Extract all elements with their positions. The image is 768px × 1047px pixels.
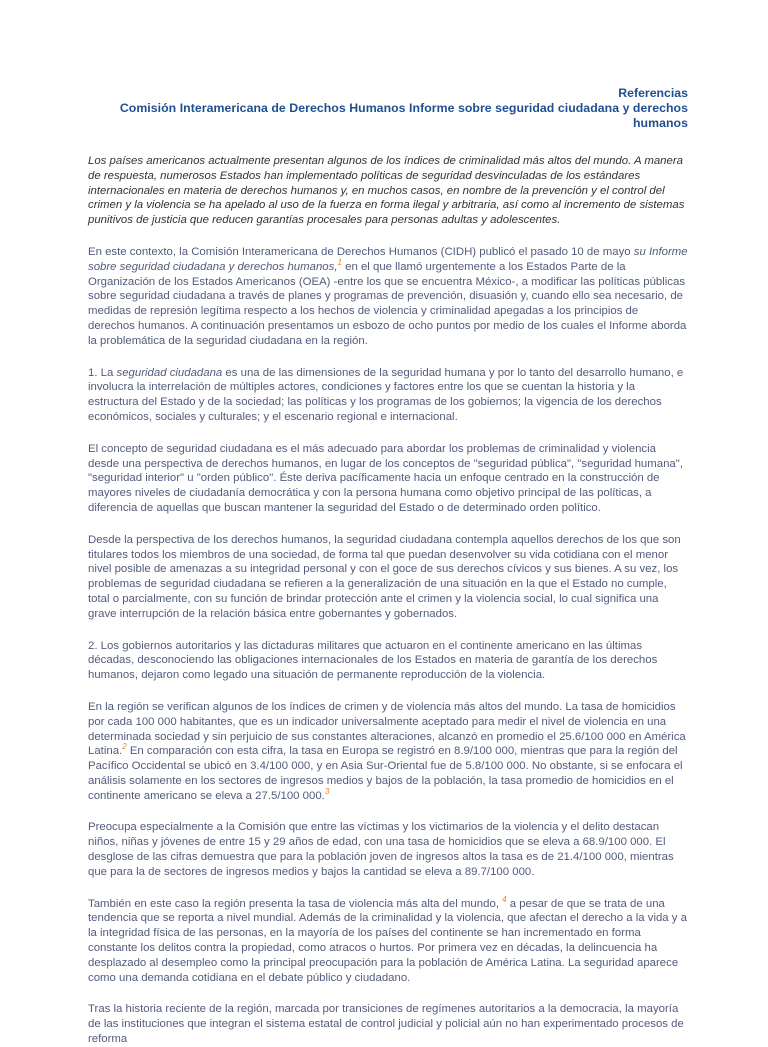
paragraph-concept: El concepto de seguridad ciudadana es el más adecuado para abordar los problemas de criminalidad y violencia desde una perspectiva de derechos humanos, en lugar de los conceptos de "seguridad pública", "seguridad humana", "seguridad interior" u "orden público". Éste deriva pacíficamente hacia un enfoque centrado en la construcción de mayores niveles de ciudadanía democrática y con la persona humana como objetivo principal de las políticas, a diferencia de aquellas que buscan mantener la seguridad del Estado o de determinado orden político. (88, 442, 683, 514)
footnote-ref-2[interactable]: 2 (122, 742, 127, 752)
text: En la región se verifican algunos de los índices de crimen y de violencia más altos del mundo. La tasa de homicidios por cada 100 000 habitantes, que es un indicador universalmente aceptado para medir el nivel de violencia en una determinada sociedad y sin perjuicio de sus constantes alteraciones, alcanzó en promedio el 25.6/100 000 en América Latina. (88, 700, 686, 758)
term-emphasis: seguridad ciudadana (116, 366, 223, 379)
footnote-ref-3[interactable]: 3 (324, 786, 330, 796)
paragraph-context (88, 245, 688, 349)
footnote-ref-1[interactable]: 1 (337, 257, 342, 267)
text: También en este caso la región presenta la tasa de violencia más alta del mundo, (88, 897, 503, 910)
text: En comparación con esta cifra, la tasa en Europa se registró en 8.9/100 000, mientras que para la región del Pacífico Occidental se ubicó en 3.4/100 000, y en Asia Sur-Oriental fue de 5.8/100 000. No obstante, si se enfocara el análisis solamente en los sectores de ingresos medios y bajos de la población, la tasa promedio de homicidios en el continente americano se eleva a 27.5/100 000. (88, 745, 683, 802)
report-title-emphasis: su Informe sobre seguridad ciudadana y derechos humanos, (88, 245, 688, 273)
text: 1. La (88, 366, 117, 379)
text: a pesar de que se trata de una tendencia que se reporta a nivel mundial. Además de la criminalidad y la violencia, que afectan el derecho a la vida y a la integridad física de las personas, en la mayoría de los países del continente se han incrementado en forma constante los delitos contra la propiedad, como atracos o hurtos. Por primera vez en décadas, la delincuencia ha desplazado al desempleo como la principal preocupación para la población de América Latina. La seguridad aparece como una demanda cotidiana en el debate público y ciudadano. (88, 897, 688, 984)
document-title: Comisión Interamericana de Derechos Humanos Informe sobre seguridad ciudadana y derechos humanos (119, 101, 688, 130)
section-label: Referencias (618, 86, 688, 100)
text: en el que llamó urgentemente a los Estados Parte de la Organización de los Estados Americanos (OEA) -entre los que se encuentra México-, a modificar las políticas públicas sobre seguridad ciudadana a través de planes y programas de prevención, disuasión y, cuando ello sea necesario, de medidas de represión legítima respecto a los hechos de violencia y criminalidad apegadas a los principios de derechos humanos. A continuación presentamos un esbozo de ocho puntos por medio de los cuales el Informe aborda la problemática de la seguridad ciudadana en la región. (88, 260, 687, 347)
document-page (88, 86, 688, 1047)
footnote-ref-4[interactable]: 4 (502, 894, 507, 904)
paragraph-violence-rate (88, 894, 688, 986)
paragraph-homicide-rates (88, 700, 688, 804)
paragraph-youth: Preocupa especialmente a la Comisión que entre las víctimas y los victimarios de la violencia y el delito destacan niños, niñas y jóvenes de entre 15 y 29 años de edad, con una tasa de homicidios que se eleva a 68.9/100 000. El desglose de las cifras demuestra que para la población joven de ingresos altos la tasa es de 21.4/100 000, mientras que para la de sectores de ingresos medios y bajos la cantidad se eleva a 89.7/100 000. (88, 821, 674, 878)
paragraph-human-rights: Desde la perspectiva de los derechos humanos, la seguridad ciudadana contempla aquellos derechos de los que son titulares todos los miembros de una sociedad, de forma tal que puedan desenvolver su vida cotidiana con el menor nivel posible de amenazas a su integridad personal y con el goce de sus derechos cívicos y sus bienes. A su vez, los problemas de seguridad ciudadana se refieren a la generalización de una situación en la que el Estado no cumple, total o parcialmente, con su función de brindar protección ante el crimen y la violencia social, lo cual significa una grave interrupción de la relación básica entre gobernantes y gobernados. (88, 533, 681, 620)
text: es una de las dimensiones de la seguridad humana y por lo tanto del desarrollo humano, e involucra la interrelación de múltiples actores, condiciones y factores entre los que se cuentan la historia y la estructura del Estado y de la sociedad; las políticas y los programas de los gobiernos; la vigencia de los derechos económicos, sociales y culturales; y el escenario regional e internacional. (88, 366, 684, 423)
paragraph-point-2: 2. Los gobiernos autoritarios y las dictaduras militares que actuaron en el continente americano en las últimas décadas, desconociendo las obligaciones internacionales de los Estados en materia de garantía de los derechos humanos, dejaron como legado una situación de permanente reproducción de la violencia. (88, 639, 658, 682)
paragraph-point-1 (88, 366, 688, 425)
intro-paragraph: Los países americanos actualmente presentan algunos de los índices de criminalidad más altos del mundo. A manera de respuesta, numerosos Estados han implementado políticas de seguridad desvinculadas de los estándares internacionales en materia de derechos humanos y, en muchos casos, en nombre de la prevención y el control del crimen y la violencia se ha apelado al uso de la fuerza en forma ilegal y arbitraria, así como al incremento de sistemas punitivos de justicia que reducen garantías procesales para personas adultas y adolescentes. (88, 155, 685, 227)
document-heading (88, 86, 688, 131)
text: En este contexto, la Comisión Interamericana de Derechos Humanos (CIDH) publicó el pasado 10 de mayo (88, 245, 634, 258)
paragraph-institutions: Tras la historia reciente de la región, marcada por transiciones de regímenes autoritarios a la democracia, la mayoría de las instituciones que integran el sistema estatal de control judicial y policial aún no han experimentado procesos de reforma (88, 1003, 684, 1046)
